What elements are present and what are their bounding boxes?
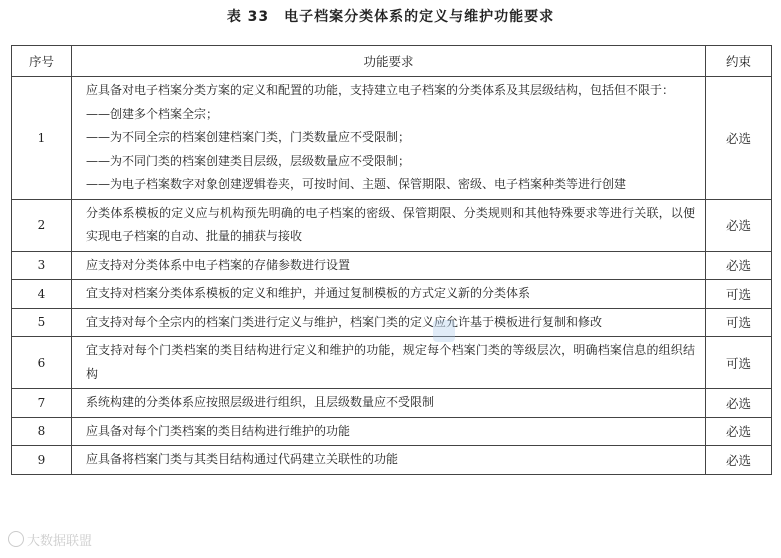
faint-stamp-mark xyxy=(433,320,455,342)
row-constraint: 必选 xyxy=(706,199,772,251)
table-row xyxy=(12,417,772,446)
row-requirement: 宜支持对每个全宗内的档案门类进行定义与维护，档案门类的定义应允许基于模板进行复制和修改 xyxy=(72,308,706,337)
row-requirement: 宜支持对档案分类体系模板的定义和维护，并通过复制模板的方式定义新的分类体系 xyxy=(72,280,706,309)
table-row xyxy=(12,389,772,418)
row-seq: 8 xyxy=(12,417,72,446)
requirement-item: ——为不同门类的档案创建类目层级，层级数量应不受限制； xyxy=(86,153,411,168)
requirements-table xyxy=(11,45,772,475)
requirement-item: ——为不同全宗的档案创建档案门类，门类数量应不受限制； xyxy=(86,130,411,144)
row-constraint: 必选 xyxy=(706,417,772,446)
row-requirement: 应支持对分类体系中电子档案的存储参数进行设置 xyxy=(72,251,706,280)
row-seq: 7 xyxy=(12,389,72,418)
row-seq: 6 xyxy=(12,337,72,389)
row-requirement: 应具备对每个门类档案的类目结构进行维护的功能 xyxy=(72,417,706,446)
requirement-item: ——创建多个档案全宗； xyxy=(86,106,219,121)
requirement-intro: 应具备对电子档案分类方案的定义和配置的功能，支持建立电子档案的分类体系及其层级结构，包括但不限于： xyxy=(86,83,675,97)
table-header-row xyxy=(12,46,772,77)
row-seq: 9 xyxy=(12,446,72,475)
row-requirement: 应具备将档案门类与其类目结构通过代码建立关联性的功能 xyxy=(72,446,706,475)
table-row xyxy=(12,199,772,251)
table-title: 表 33 电子档案分类体系的定义与维护功能要求 xyxy=(226,9,555,25)
row-seq: 4 xyxy=(12,280,72,309)
watermark xyxy=(8,530,92,549)
requirement-item: ——为电子档案数字对象创建逻辑卷夹，可按时间、主题、保管期限、密级、电子档案种类等进行创建 xyxy=(86,177,627,191)
watermark-text: 大数据联盟 xyxy=(27,534,93,549)
row-requirement: 宜支持对每个门类档案的类目结构进行定义和维护的功能，规定每个档案门类的等级层次，明确档案信息的组织结构 xyxy=(72,337,706,389)
table-row xyxy=(12,446,772,475)
table-row xyxy=(12,337,772,389)
watermark-logo-icon xyxy=(8,531,24,547)
table-row xyxy=(12,77,772,200)
row-constraint: 必选 xyxy=(706,446,772,475)
table-row xyxy=(12,308,772,337)
row-constraint: 必选 xyxy=(706,251,772,280)
row-requirement xyxy=(72,77,706,200)
table-row xyxy=(12,251,772,280)
row-requirement: 分类体系模板的定义应与机构预先明确的电子档案的密级、保管期限、分类规则和其他特殊要求等进行关联，以便实现电子档案的自动、批量的捕获与接收 xyxy=(72,199,706,251)
header-requirement: 功能要求 xyxy=(72,46,706,77)
row-seq: 1 xyxy=(12,77,72,200)
row-seq: 5 xyxy=(12,308,72,337)
row-constraint: 可选 xyxy=(706,280,772,309)
row-seq: 3 xyxy=(12,251,72,280)
row-constraint: 必选 xyxy=(706,77,772,200)
row-constraint: 可选 xyxy=(706,308,772,337)
table-row xyxy=(12,280,772,309)
header-seq: 序号 xyxy=(12,46,72,77)
header-constraint: 约束 xyxy=(706,46,772,77)
row-seq: 2 xyxy=(12,199,72,251)
row-constraint: 必选 xyxy=(706,389,772,418)
row-requirement: 系统构建的分类体系应按照层级进行组织，且层级数量应不受限制 xyxy=(72,389,706,418)
row-constraint: 可选 xyxy=(706,337,772,389)
